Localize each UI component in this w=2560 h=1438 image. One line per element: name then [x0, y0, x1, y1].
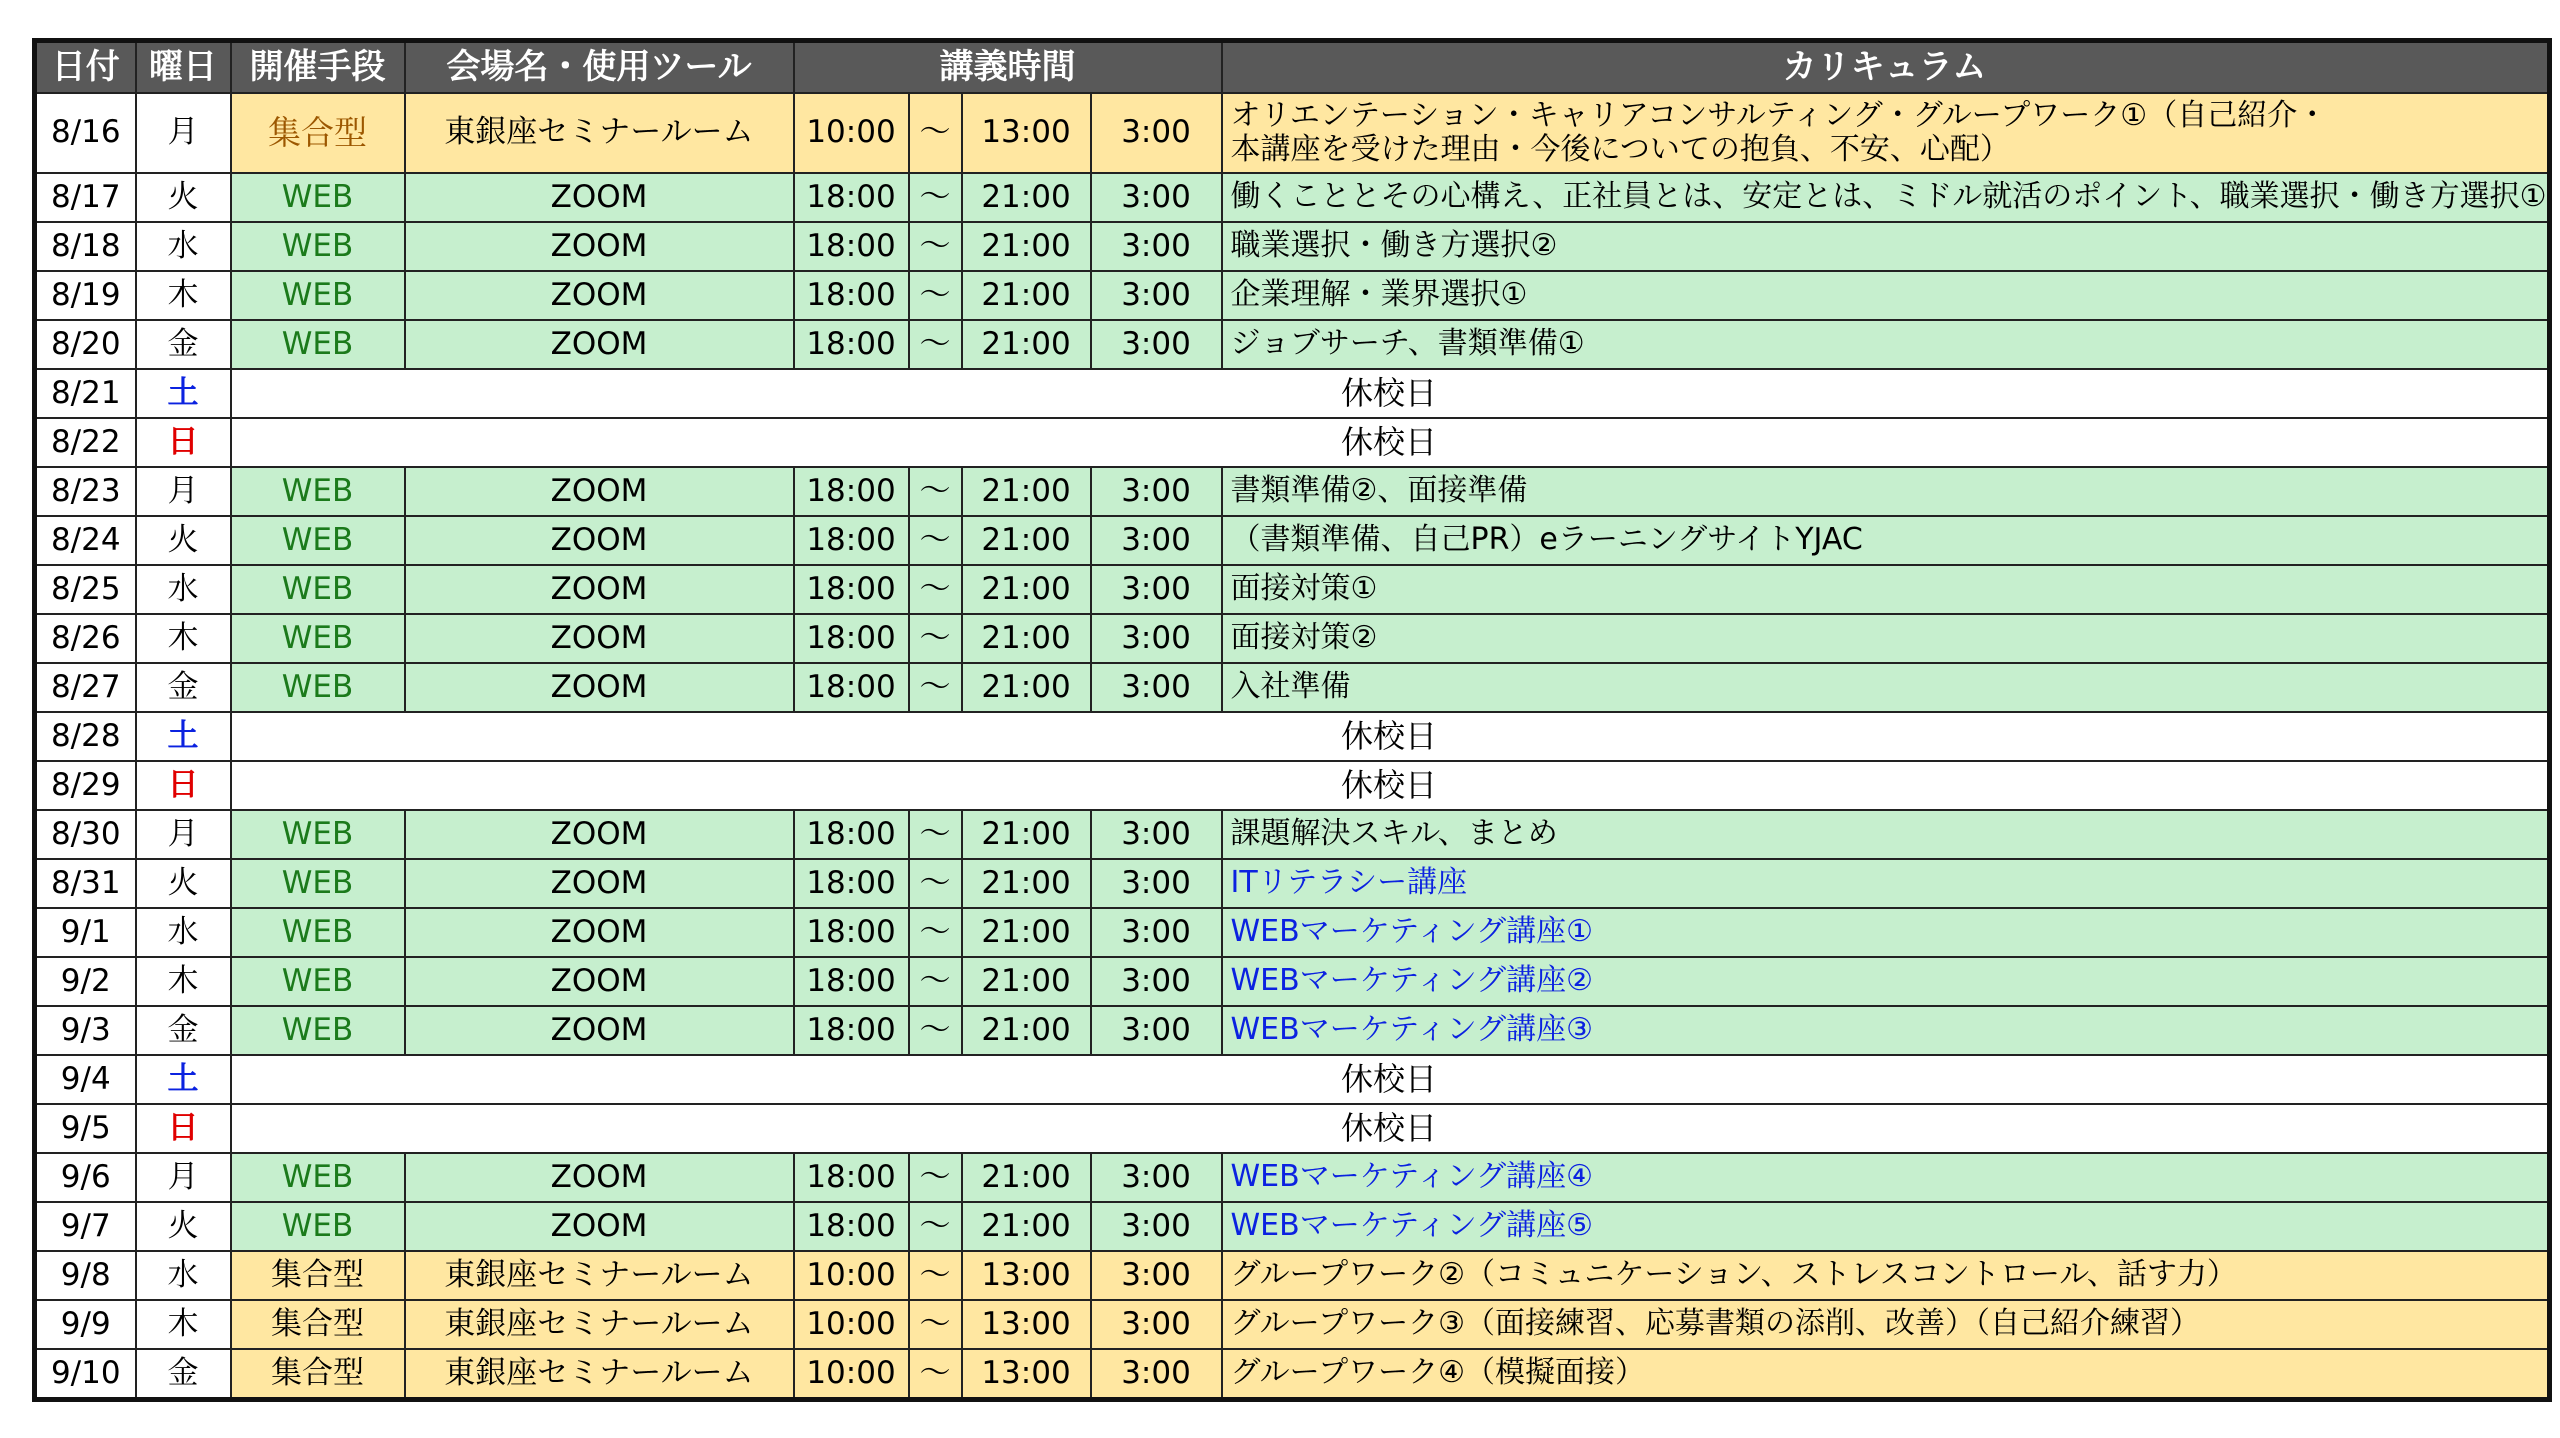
schedule-row [35, 859, 2550, 908]
closed-day-cell: 休校日 [231, 369, 2550, 418]
start-time-cell: 18:00 [794, 810, 909, 859]
end-time-cell: 21:00 [962, 173, 1091, 222]
end-time-cell: 13:00 [962, 1251, 1091, 1300]
curriculum-cell: 入社準備 [1222, 663, 2550, 712]
time-separator: ～ [909, 1251, 962, 1300]
date-cell: 8/24 [35, 516, 136, 565]
day-cell: 土 [136, 1055, 231, 1104]
schedule-row [35, 1349, 2550, 1400]
schedule-row [35, 467, 2550, 516]
start-time-cell: 18:00 [794, 222, 909, 271]
venue-cell: ZOOM [405, 467, 794, 516]
time-separator: ～ [909, 1153, 962, 1202]
date-cell: 8/17 [35, 173, 136, 222]
date-cell: 8/20 [35, 320, 136, 369]
time-separator: ～ [909, 467, 962, 516]
curriculum-cell [1222, 93, 2550, 173]
venue-cell: ZOOM [405, 663, 794, 712]
end-time-cell: 21:00 [962, 810, 1091, 859]
venue-cell: 東銀座セミナールーム [405, 1349, 794, 1400]
curriculum-cell: （書類準備、自己PR）eラーニングサイトYJAC [1222, 516, 2550, 565]
schedule-row [35, 222, 2550, 271]
schedule-row-closed [35, 712, 2550, 761]
curriculum-cell: ジョブサーチ、書類準備① [1222, 320, 2550, 369]
closed-day-cell: 休校日 [231, 418, 2550, 467]
day-cell: 火 [136, 859, 231, 908]
venue-cell: ZOOM [405, 565, 794, 614]
venue-cell: ZOOM [405, 271, 794, 320]
header-lecture-time: 講義時間 [794, 41, 1222, 94]
end-time-cell: 21:00 [962, 663, 1091, 712]
date-cell: 8/28 [35, 712, 136, 761]
curriculum-cell: WEBマーケティング講座⑤ [1222, 1202, 2550, 1251]
end-time-cell: 21:00 [962, 908, 1091, 957]
date-cell: 8/21 [35, 369, 136, 418]
start-time-cell: 18:00 [794, 320, 909, 369]
end-time-cell: 21:00 [962, 614, 1091, 663]
curriculum-cell: WEBマーケティング講座③ [1222, 1006, 2550, 1055]
end-time-cell: 21:00 [962, 957, 1091, 1006]
schedule-row [35, 663, 2550, 712]
venue-cell: ZOOM [405, 516, 794, 565]
start-time-cell: 18:00 [794, 1006, 909, 1055]
mode-cell: WEB [231, 1006, 405, 1055]
duration-cell: 3:00 [1091, 271, 1222, 320]
schedule-row-closed [35, 761, 2550, 810]
duration-cell: 3:00 [1091, 1006, 1222, 1055]
time-separator: ～ [909, 565, 962, 614]
duration-cell: 3:00 [1091, 663, 1222, 712]
mode-cell: 集合型 [231, 1251, 405, 1300]
duration-cell: 3:00 [1091, 93, 1222, 173]
schedule-row [35, 173, 2550, 222]
day-cell: 日 [136, 1104, 231, 1153]
time-separator: ～ [909, 957, 962, 1006]
curriculum-cell: 書類準備②、面接準備 [1222, 467, 2550, 516]
date-cell: 9/4 [35, 1055, 136, 1104]
duration-cell: 3:00 [1091, 565, 1222, 614]
day-cell: 火 [136, 173, 231, 222]
day-cell: 金 [136, 1349, 231, 1400]
mode-cell: WEB [231, 957, 405, 1006]
start-time-cell: 10:00 [794, 1300, 909, 1349]
curriculum-cell: グループワーク④（模擬面接） [1222, 1349, 2550, 1400]
mode-cell: WEB [231, 467, 405, 516]
venue-cell: ZOOM [405, 614, 794, 663]
curriculum-line: 本講座を受けた理由・今後についての抱負、不安、心配） [1230, 132, 2010, 167]
day-cell: 木 [136, 957, 231, 1006]
end-time-cell: 21:00 [962, 467, 1091, 516]
duration-cell: 3:00 [1091, 516, 1222, 565]
curriculum-cell: WEBマーケティング講座① [1222, 908, 2550, 957]
date-cell: 8/23 [35, 467, 136, 516]
date-cell: 9/1 [35, 908, 136, 957]
mode-cell: WEB [231, 1202, 405, 1251]
day-cell: 木 [136, 271, 231, 320]
mode-cell: WEB [231, 614, 405, 663]
start-time-cell: 18:00 [794, 908, 909, 957]
start-time-cell: 18:00 [794, 565, 909, 614]
time-separator: ～ [909, 1006, 962, 1055]
duration-cell: 3:00 [1091, 1251, 1222, 1300]
mode-cell: WEB [231, 271, 405, 320]
start-time-cell: 10:00 [794, 1251, 909, 1300]
end-time-cell: 21:00 [962, 859, 1091, 908]
duration-cell: 3:00 [1091, 957, 1222, 1006]
schedule-row [35, 1006, 2550, 1055]
start-time-cell: 18:00 [794, 663, 909, 712]
end-time-cell: 13:00 [962, 93, 1091, 173]
time-separator: ～ [909, 908, 962, 957]
schedule-row [35, 516, 2550, 565]
curriculum-cell: 企業理解・業界選択① [1222, 271, 2550, 320]
date-cell: 8/26 [35, 614, 136, 663]
time-separator: ～ [909, 173, 962, 222]
schedule-row-closed [35, 369, 2550, 418]
day-cell: 土 [136, 712, 231, 761]
start-time-cell: 18:00 [794, 1153, 909, 1202]
time-separator: ～ [909, 1202, 962, 1251]
schedule-row [35, 908, 2550, 957]
time-separator: ～ [909, 1349, 962, 1400]
date-cell: 9/8 [35, 1251, 136, 1300]
time-separator: ～ [909, 1300, 962, 1349]
header-date: 日付 [35, 41, 136, 94]
day-cell: 水 [136, 908, 231, 957]
curriculum-cell: WEBマーケティング講座④ [1222, 1153, 2550, 1202]
schedule-row [35, 93, 2550, 173]
date-cell: 8/27 [35, 663, 136, 712]
duration-cell: 3:00 [1091, 810, 1222, 859]
duration-cell: 3:00 [1091, 1202, 1222, 1251]
time-separator: ～ [909, 859, 962, 908]
day-cell: 水 [136, 565, 231, 614]
schedule-row [35, 271, 2550, 320]
curriculum-cell: WEBマーケティング講座② [1222, 957, 2550, 1006]
date-cell: 9/7 [35, 1202, 136, 1251]
date-cell: 9/10 [35, 1349, 136, 1400]
header-venue: 会場名・使用ツール [405, 41, 794, 94]
day-cell: 金 [136, 663, 231, 712]
day-cell: 日 [136, 418, 231, 467]
date-cell: 9/3 [35, 1006, 136, 1055]
duration-cell: 3:00 [1091, 1300, 1222, 1349]
venue-cell: 東銀座セミナールーム [405, 93, 794, 173]
curriculum-cell: 働くこととその心構え、正社員とは、安定とは、ミドル就活のポイント、職業選択・働き方選択① [1222, 173, 2550, 222]
mode-cell: WEB [231, 859, 405, 908]
time-separator: ～ [909, 614, 962, 663]
curriculum-cell: 課題解決スキル、まとめ [1222, 810, 2550, 859]
duration-cell: 3:00 [1091, 908, 1222, 957]
duration-cell: 3:00 [1091, 320, 1222, 369]
header-curriculum: カリキュラム [1222, 41, 2550, 94]
curriculum-cell: グループワーク②（コミュニケーション、ストレスコントロール、話す力） [1222, 1251, 2550, 1300]
mode-cell: WEB [231, 222, 405, 271]
end-time-cell: 13:00 [962, 1300, 1091, 1349]
start-time-cell: 18:00 [794, 1202, 909, 1251]
schedule-row [35, 1251, 2550, 1300]
date-cell: 9/5 [35, 1104, 136, 1153]
end-time-cell: 13:00 [962, 1349, 1091, 1400]
schedule-row [35, 614, 2550, 663]
schedule-row [35, 1300, 2550, 1349]
day-cell: 日 [136, 761, 231, 810]
time-separator: ～ [909, 93, 962, 173]
curriculum-cell: グループワーク③（面接練習、応募書類の添削、改善）（自己紹介練習） [1222, 1300, 2550, 1349]
end-time-cell: 21:00 [962, 1153, 1091, 1202]
date-cell: 8/16 [35, 93, 136, 173]
mode-cell: WEB [231, 1153, 405, 1202]
duration-cell: 3:00 [1091, 1153, 1222, 1202]
time-separator: ～ [909, 516, 962, 565]
date-cell: 8/31 [35, 859, 136, 908]
end-time-cell: 21:00 [962, 271, 1091, 320]
venue-cell: ZOOM [405, 810, 794, 859]
day-cell: 木 [136, 1300, 231, 1349]
schedule-row [35, 1153, 2550, 1202]
duration-cell: 3:00 [1091, 173, 1222, 222]
date-cell: 8/22 [35, 418, 136, 467]
schedule-table [32, 38, 2552, 1402]
duration-cell: 3:00 [1091, 614, 1222, 663]
curriculum-cell: ITリテラシー講座 [1222, 859, 2550, 908]
time-separator: ～ [909, 222, 962, 271]
duration-cell: 3:00 [1091, 859, 1222, 908]
venue-cell: ZOOM [405, 320, 794, 369]
mode-cell: WEB [231, 810, 405, 859]
mode-cell: WEB [231, 663, 405, 712]
mode-cell: WEB [231, 908, 405, 957]
start-time-cell: 18:00 [794, 173, 909, 222]
mode-cell: 集合型 [231, 93, 405, 173]
end-time-cell: 21:00 [962, 320, 1091, 369]
day-cell: 水 [136, 1251, 231, 1300]
time-separator: ～ [909, 810, 962, 859]
schedule-row [35, 320, 2550, 369]
date-cell: 8/19 [35, 271, 136, 320]
duration-cell: 3:00 [1091, 467, 1222, 516]
end-time-cell: 21:00 [962, 516, 1091, 565]
day-cell: 火 [136, 516, 231, 565]
duration-cell: 3:00 [1091, 222, 1222, 271]
closed-day-cell: 休校日 [231, 761, 2550, 810]
venue-cell: ZOOM [405, 1153, 794, 1202]
mode-cell: WEB [231, 173, 405, 222]
schedule-row [35, 1202, 2550, 1251]
closed-day-cell: 休校日 [231, 1055, 2550, 1104]
date-cell: 8/30 [35, 810, 136, 859]
curriculum-cell: 面接対策① [1222, 565, 2550, 614]
start-time-cell: 18:00 [794, 614, 909, 663]
mode-cell: WEB [231, 516, 405, 565]
schedule-row-closed [35, 1104, 2550, 1153]
day-cell: 月 [136, 810, 231, 859]
schedule-row [35, 957, 2550, 1006]
day-cell: 月 [136, 93, 231, 173]
date-cell: 9/6 [35, 1153, 136, 1202]
mode-cell: WEB [231, 320, 405, 369]
date-cell: 8/29 [35, 761, 136, 810]
day-cell: 火 [136, 1202, 231, 1251]
date-cell: 8/25 [35, 565, 136, 614]
start-time-cell: 18:00 [794, 859, 909, 908]
end-time-cell: 21:00 [962, 565, 1091, 614]
start-time-cell: 18:00 [794, 467, 909, 516]
day-cell: 土 [136, 369, 231, 418]
curriculum-cell: 職業選択・働き方選択② [1222, 222, 2550, 271]
time-separator: ～ [909, 663, 962, 712]
venue-cell: ZOOM [405, 1006, 794, 1055]
start-time-cell: 10:00 [794, 1349, 909, 1400]
venue-cell: ZOOM [405, 908, 794, 957]
schedule-row-closed [35, 418, 2550, 467]
day-cell: 金 [136, 320, 231, 369]
mode-cell: 集合型 [231, 1349, 405, 1400]
date-cell: 9/9 [35, 1300, 136, 1349]
day-cell: 水 [136, 222, 231, 271]
closed-day-cell: 休校日 [231, 712, 2550, 761]
header-mode: 開催手段 [231, 41, 405, 94]
venue-cell: ZOOM [405, 1202, 794, 1251]
venue-cell: ZOOM [405, 173, 794, 222]
date-cell: 9/2 [35, 957, 136, 1006]
venue-cell: 東銀座セミナールーム [405, 1251, 794, 1300]
closed-day-cell: 休校日 [231, 1104, 2550, 1153]
venue-cell: ZOOM [405, 957, 794, 1006]
mode-cell: 集合型 [231, 1300, 405, 1349]
curriculum-line: オリエンテーション・キャリアコンサルティング・グループワーク①（自己紹介・ [1230, 97, 2328, 133]
start-time-cell: 18:00 [794, 271, 909, 320]
end-time-cell: 21:00 [962, 1006, 1091, 1055]
schedule-row [35, 810, 2550, 859]
date-cell: 8/18 [35, 222, 136, 271]
day-cell: 金 [136, 1006, 231, 1055]
time-separator: ～ [909, 320, 962, 369]
duration-cell: 3:00 [1091, 1349, 1222, 1400]
day-cell: 木 [136, 614, 231, 663]
start-time-cell: 18:00 [794, 957, 909, 1006]
start-time-cell: 18:00 [794, 516, 909, 565]
venue-cell: 東銀座セミナールーム [405, 1300, 794, 1349]
venue-cell: ZOOM [405, 222, 794, 271]
header-day: 曜日 [136, 41, 231, 94]
day-cell: 月 [136, 1153, 231, 1202]
time-separator: ～ [909, 271, 962, 320]
end-time-cell: 21:00 [962, 222, 1091, 271]
mode-cell: WEB [231, 565, 405, 614]
schedule-row [35, 565, 2550, 614]
schedule-row-closed [35, 1055, 2550, 1104]
start-time-cell: 10:00 [794, 93, 909, 173]
venue-cell: ZOOM [405, 859, 794, 908]
day-cell: 月 [136, 467, 231, 516]
header-row [35, 41, 2550, 94]
end-time-cell: 21:00 [962, 1202, 1091, 1251]
curriculum-cell: 面接対策② [1222, 614, 2550, 663]
